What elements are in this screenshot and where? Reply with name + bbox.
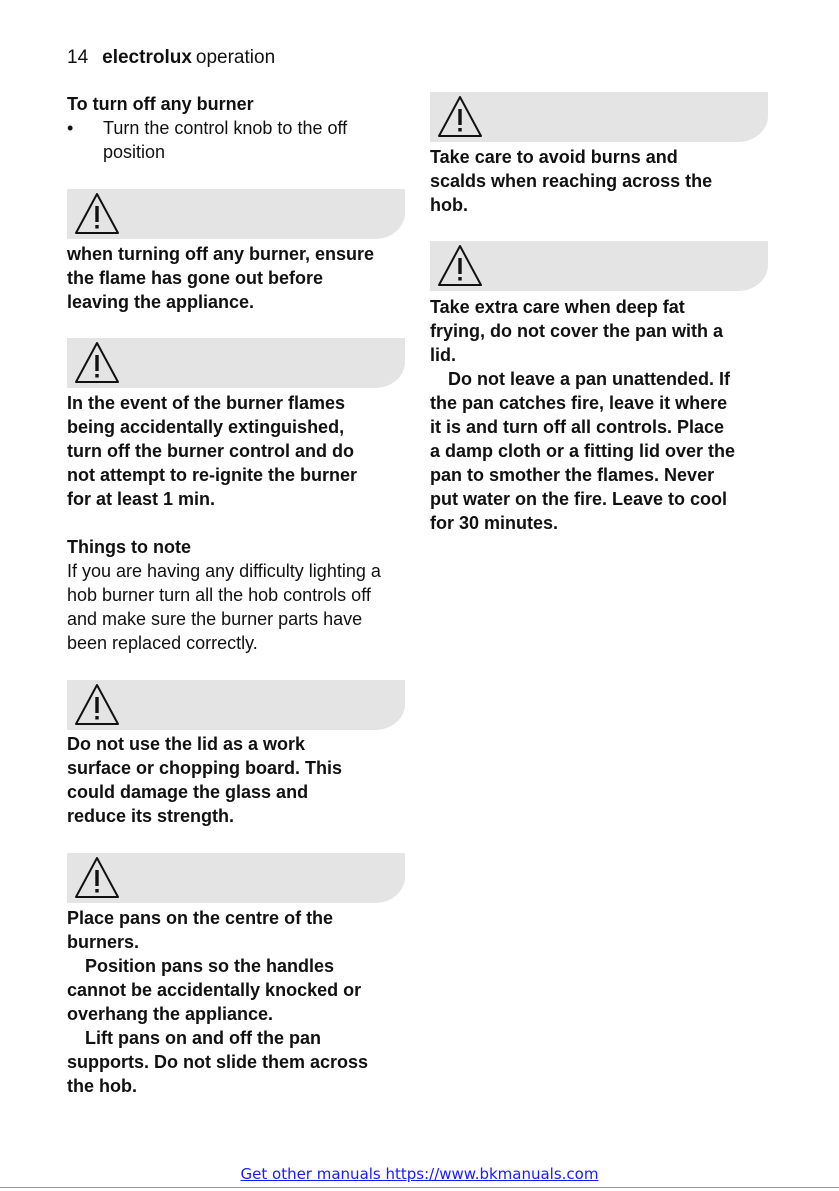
warning-triangle-icon (436, 243, 484, 289)
warning-text-1 (67, 242, 412, 314)
warning-line: In the event of the burner flames (67, 393, 346, 413)
turn-off-bullet (67, 116, 387, 164)
turn-off-heading: To turn off any burner (67, 94, 254, 114)
warning-bar (67, 338, 405, 388)
warning-line: Do not leave a pan unattended. If (448, 369, 731, 389)
warning-line: turn off the burner control and do (67, 441, 354, 461)
warning-text-3 (67, 732, 412, 828)
warning-line: the pan catches fire, leave it where (430, 393, 728, 413)
warning-line: Lift pans on and off the pan (85, 1028, 321, 1048)
note-line: If you are having any difficulty lighting a (67, 561, 381, 581)
things-to-note-heading: Things to note (67, 537, 191, 557)
note-line: hob burner turn all the hob controls off (67, 585, 371, 605)
page-footer (0, 1165, 839, 1183)
warning-bar (67, 853, 405, 903)
note-line: and make sure the burner parts have (67, 609, 363, 629)
warning-line: it is and turn off all controls. Place (430, 417, 725, 437)
manuals-link[interactable]: Get other manuals https://www.bkmanuals.com (240, 1165, 599, 1183)
warning-bar (430, 241, 768, 291)
warning-line: surface or chopping board. This (67, 758, 343, 778)
warning-text-5 (430, 145, 775, 217)
warning-line: Do not use the lid as a work (67, 734, 306, 754)
warning-line: frying, do not cover the pan with a (430, 321, 724, 341)
warning-line: the hob. (67, 1076, 137, 1096)
warning-line: Position pans so the handles (85, 956, 335, 976)
brand-name: electrolux (102, 47, 192, 68)
warning-text-6 (430, 295, 775, 535)
warning-line: pan to smother the flames. Never (430, 465, 715, 485)
page-header (67, 47, 275, 69)
warning-line: supports. Do not slide them across (67, 1052, 369, 1072)
warning-line: cannot be accidentally knocked or (67, 980, 362, 1000)
warning-triangle-icon (73, 855, 121, 901)
warning-line: burners. (67, 932, 140, 952)
warning-line: could damage the glass and (67, 782, 309, 802)
warning-line: the flame has gone out before (67, 268, 324, 288)
warning-text-2 (67, 391, 412, 511)
warning-triangle-icon (436, 94, 484, 140)
warning-line: a damp cloth or a fitting lid over the (430, 441, 736, 461)
warning-triangle-icon (73, 340, 121, 386)
warning-line: overhang the appliance. (67, 1004, 274, 1024)
warning-bar (67, 680, 405, 730)
warning-line: Place pans on the centre of the (67, 908, 334, 928)
warning-text-4 (67, 906, 412, 1098)
note-line: been replaced correctly. (67, 633, 258, 653)
warning-line: when turning off any burner, ensure (67, 244, 375, 264)
warning-triangle-icon (73, 191, 121, 237)
warning-line: hob. (430, 195, 468, 215)
warning-line: lid. (430, 345, 456, 365)
turn-off-bullet-text: Turn the control knob to the off position (103, 118, 348, 162)
page-number: 14 (67, 47, 89, 68)
bullet-icon: • (67, 118, 74, 138)
warning-bar (430, 92, 768, 142)
warning-line: Take extra care when deep fat (430, 297, 685, 317)
warning-line: reduce its strength. (67, 806, 235, 826)
warning-line: not attempt to re-ignite the burner (67, 465, 357, 485)
footer-divider (0, 1187, 839, 1188)
warning-bar (67, 189, 405, 239)
warning-line: Take care to avoid burns and (430, 147, 678, 167)
warning-line: scalds when reaching across the (430, 171, 713, 191)
warning-line: being accidentally extinguished, (67, 417, 345, 437)
warning-line: put water on the fire. Leave to cool (430, 489, 728, 509)
things-to-note-body (67, 559, 412, 655)
warning-line: for at least 1 min. (67, 489, 216, 509)
section-name: operation (195, 47, 276, 68)
warning-triangle-icon (73, 682, 121, 728)
warning-line: for 30 minutes. (430, 513, 559, 533)
warning-line: leaving the appliance. (67, 292, 255, 312)
